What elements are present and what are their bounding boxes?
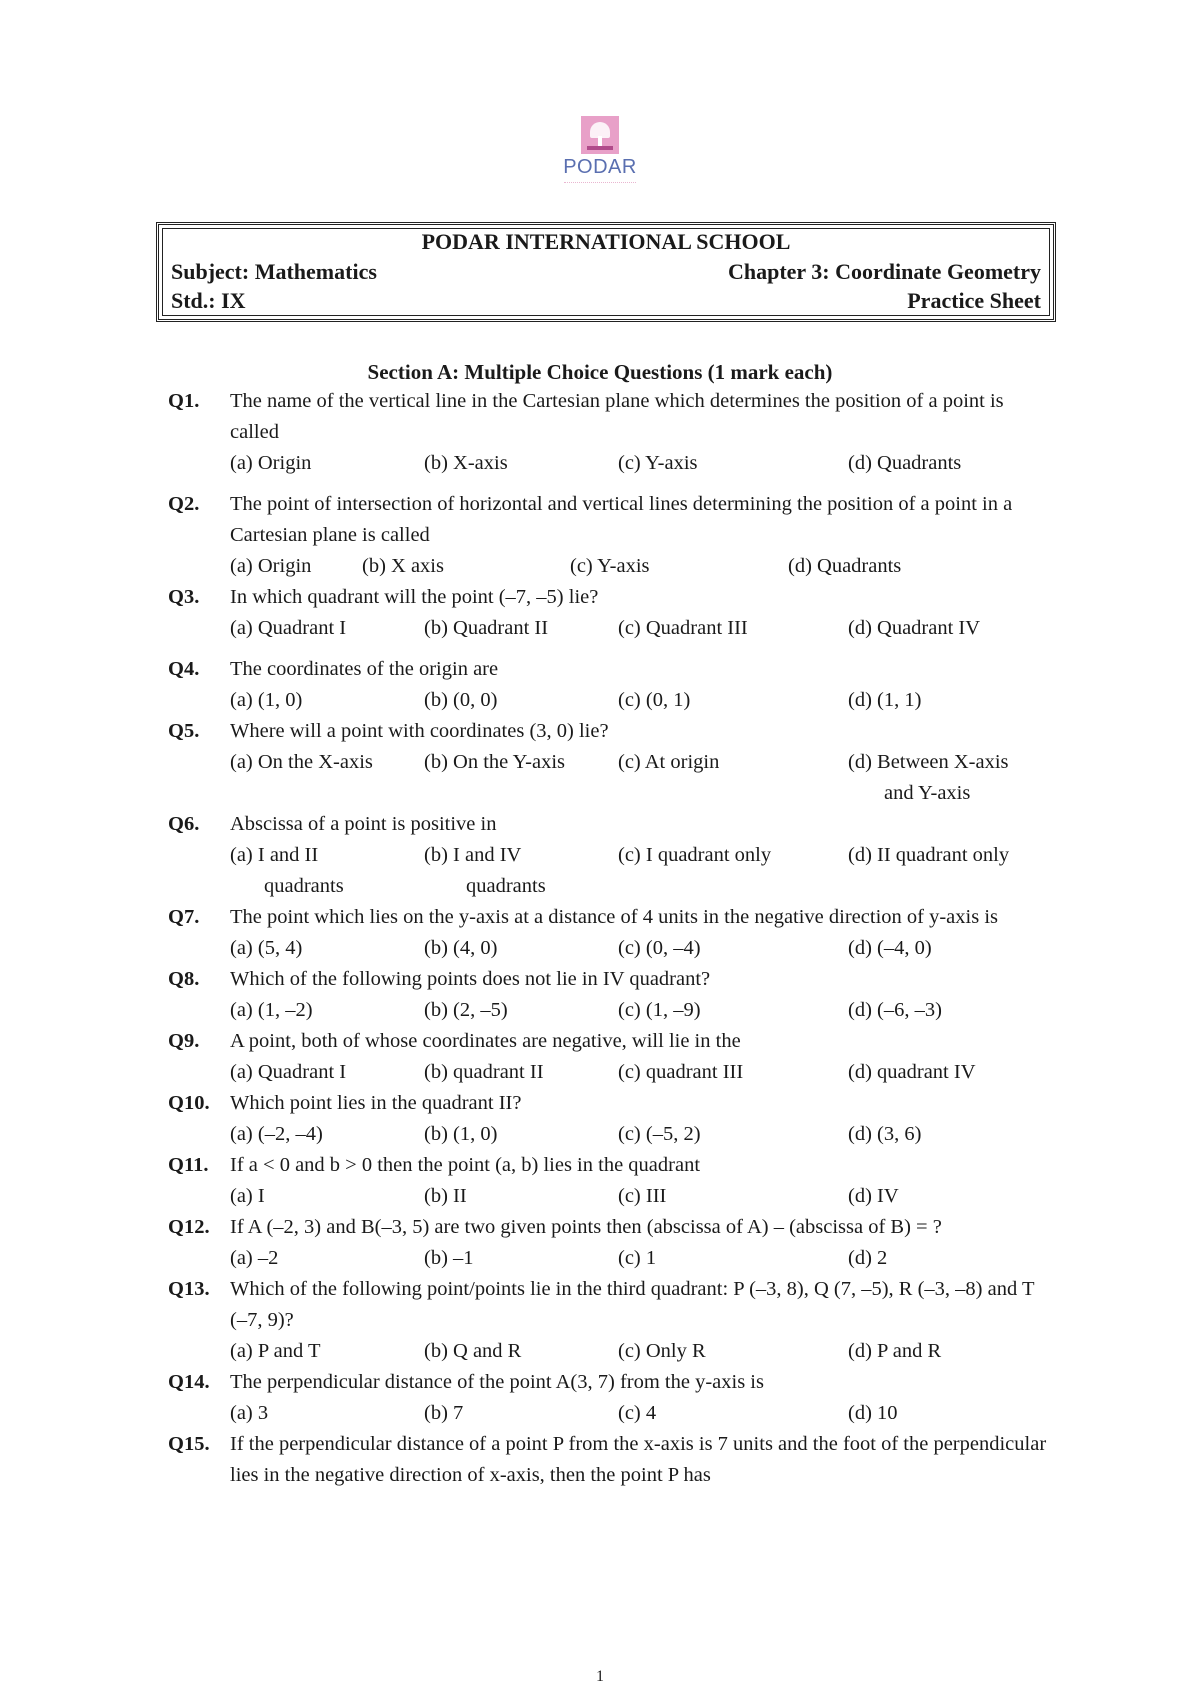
question bbox=[168, 902, 1048, 964]
option: (b) Q and R bbox=[424, 1340, 522, 1362]
option: (b) 7 bbox=[424, 1402, 464, 1424]
option-continuation: quadrants bbox=[264, 875, 344, 897]
chapter-label: Chapter 3: Coordinate Geometry bbox=[727, 259, 1041, 284]
question-text: A point, both of whose coordinates are negative, will lie in the bbox=[230, 1030, 741, 1052]
question-text: The point which lies on the y-axis at a distance of 4 units in the negative direction of y-axis is bbox=[230, 906, 998, 928]
option: (a) Quadrant I bbox=[230, 617, 347, 639]
option: (c) (0, –4) bbox=[618, 937, 701, 959]
options-row bbox=[230, 1336, 1048, 1367]
option: (c) At origin bbox=[618, 751, 720, 773]
option: (c) 1 bbox=[618, 1247, 657, 1269]
question-number: Q8. bbox=[168, 968, 200, 990]
option: (a) P and T bbox=[230, 1340, 321, 1362]
option: (d) (–4, 0) bbox=[848, 937, 932, 959]
option: (b) quadrant II bbox=[424, 1061, 544, 1083]
question-number: Q14. bbox=[168, 1371, 210, 1393]
question bbox=[168, 809, 1048, 902]
question-number: Q9. bbox=[168, 1030, 200, 1052]
question-number: Q3. bbox=[168, 586, 200, 608]
question-number: Q5. bbox=[168, 720, 200, 742]
option: (a) –2 bbox=[230, 1247, 279, 1269]
option: (b) X axis bbox=[362, 555, 444, 577]
question-number: Q1. bbox=[168, 390, 200, 412]
question bbox=[168, 964, 1048, 1026]
option: (d) Quadrant IV bbox=[848, 617, 981, 639]
options-row bbox=[230, 933, 1048, 964]
option: (c) 4 bbox=[618, 1402, 657, 1424]
question bbox=[168, 1150, 1048, 1212]
option: (b) X-axis bbox=[424, 452, 508, 474]
option: (c) III bbox=[618, 1185, 667, 1207]
question bbox=[168, 1026, 1048, 1088]
option: (d) P and R bbox=[848, 1340, 942, 1362]
school-name: PODAR INTERNATIONAL SCHOOL bbox=[421, 229, 791, 254]
options-row bbox=[230, 1243, 1048, 1274]
option: (c) Only R bbox=[618, 1340, 706, 1362]
question-text: If the perpendicular distance of a point P from the x-axis is 7 units and the foot of the perpendicular lies in the negative direction of x-axis, then the point P has bbox=[230, 1433, 1047, 1486]
question-text: Which point lies in the quadrant II? bbox=[230, 1092, 522, 1114]
question-text: Which of the following points does not lie in IV quadrant? bbox=[230, 968, 711, 990]
option: (a) On the X-axis bbox=[230, 751, 373, 773]
question-number: Q15. bbox=[168, 1433, 210, 1455]
option: (a) Quadrant I bbox=[230, 1061, 347, 1083]
logo-tagline-rule bbox=[564, 182, 636, 187]
option: (d) Quadrants bbox=[788, 555, 902, 577]
question-number: Q13. bbox=[168, 1278, 210, 1300]
option: (d) 2 bbox=[848, 1247, 888, 1269]
option: (d) II quadrant only bbox=[848, 844, 1010, 866]
school-logo bbox=[560, 116, 640, 187]
question-text: If a < 0 and b > 0 then the point (a, b) lies in the quadrant bbox=[230, 1154, 701, 1176]
standard-label: Std.: IX bbox=[171, 288, 246, 313]
options-row bbox=[230, 448, 1048, 479]
options-row bbox=[230, 747, 1048, 809]
question-number: Q4. bbox=[168, 658, 200, 680]
options-row bbox=[230, 1398, 1048, 1429]
option: (c) (–5, 2) bbox=[618, 1123, 701, 1145]
option: (d) (–6, –3) bbox=[848, 999, 942, 1021]
option: (b) On the Y-axis bbox=[424, 751, 565, 773]
option-continuation: quadrants bbox=[466, 875, 546, 897]
options-row bbox=[230, 613, 1048, 644]
option: (c) quadrant III bbox=[618, 1061, 744, 1083]
option: (a) Origin bbox=[230, 452, 312, 474]
option: (a) 3 bbox=[230, 1402, 269, 1424]
option: (a) (1, 0) bbox=[230, 689, 303, 711]
option: (a) I and II bbox=[230, 844, 319, 866]
question bbox=[168, 1367, 1048, 1429]
options-row bbox=[230, 1119, 1048, 1150]
option: (c) Y-axis bbox=[618, 452, 698, 474]
option: (d) (3, 6) bbox=[848, 1123, 922, 1145]
option: (b) (2, –5) bbox=[424, 999, 508, 1021]
question-text: The point of intersection of horizontal and vertical lines determining the position of a point in a Cartesian plane is called bbox=[230, 493, 1013, 546]
question bbox=[168, 489, 1048, 582]
question-number: Q12. bbox=[168, 1216, 210, 1238]
question-list bbox=[168, 386, 1048, 1491]
option: (b) (1, 0) bbox=[424, 1123, 498, 1145]
question-text: The coordinates of the origin are bbox=[230, 658, 499, 680]
option: (c) (1, –9) bbox=[618, 999, 701, 1021]
question bbox=[168, 1274, 1048, 1367]
option: (b) II bbox=[424, 1185, 467, 1207]
question bbox=[168, 1429, 1048, 1491]
question-text: In which quadrant will the point (–7, –5) lie? bbox=[230, 586, 599, 608]
logo-wordmark: PODAR bbox=[563, 156, 637, 178]
page-number: 1 bbox=[596, 1668, 604, 1685]
question-number: Q2. bbox=[168, 493, 200, 515]
sheet-label: Practice Sheet bbox=[907, 288, 1041, 313]
option: (a) (1, –2) bbox=[230, 999, 313, 1021]
option: (c) Quadrant III bbox=[618, 617, 748, 639]
options-row bbox=[230, 995, 1048, 1026]
option: (a) Origin bbox=[230, 555, 312, 577]
options-row bbox=[230, 1057, 1048, 1088]
option: (b) I and IV bbox=[424, 844, 522, 866]
question bbox=[168, 716, 1048, 809]
option: (a) (–2, –4) bbox=[230, 1123, 323, 1145]
option: (d) 10 bbox=[848, 1402, 898, 1424]
option-continuation: and Y-axis bbox=[884, 782, 971, 804]
option: (d) (1, 1) bbox=[848, 689, 922, 711]
question-number: Q10. bbox=[168, 1092, 210, 1114]
question-number: Q7. bbox=[168, 906, 200, 928]
option: (c) Y-axis bbox=[570, 555, 650, 577]
question-text: The name of the vertical line in the Cartesian plane which determines the position of a point is called bbox=[230, 390, 1004, 443]
header-box bbox=[156, 222, 1056, 322]
question bbox=[168, 582, 1048, 644]
option: (c) I quadrant only bbox=[618, 844, 772, 866]
question-number: Q11. bbox=[168, 1154, 209, 1176]
option: (b) (4, 0) bbox=[424, 937, 498, 959]
option: (b) (0, 0) bbox=[424, 689, 498, 711]
question-text: The perpendicular distance of the point A(3, 7) from the y-axis is bbox=[230, 1371, 764, 1393]
option: (a) I bbox=[230, 1185, 265, 1207]
option: (d) quadrant IV bbox=[848, 1061, 976, 1083]
question bbox=[168, 654, 1048, 716]
question-text: If A (–2, 3) and B(–3, 5) are two given points then (abscissa of A) – (abscissa of B) = ? bbox=[230, 1216, 942, 1238]
option: (c) (0, 1) bbox=[618, 689, 691, 711]
question-number: Q6. bbox=[168, 813, 200, 835]
options-row bbox=[230, 840, 1048, 902]
option: (d) Quadrants bbox=[848, 452, 962, 474]
question-text: Which of the following point/points lie in the third quadrant: P (–3, 8), Q (7, –5), R (–3, –8) and T (–7, 9)? bbox=[230, 1278, 1035, 1331]
option: (d) Between X-axis bbox=[848, 751, 1009, 773]
option: (a) (5, 4) bbox=[230, 937, 303, 959]
question-text: Where will a point with coordinates (3, 0) lie? bbox=[230, 720, 609, 742]
question bbox=[168, 1088, 1048, 1150]
option: (b) –1 bbox=[424, 1247, 474, 1269]
tree-emblem-icon bbox=[581, 116, 619, 154]
option: (b) Quadrant II bbox=[424, 617, 549, 639]
options-row bbox=[230, 1181, 1048, 1212]
question-text: Abscissa of a point is positive in bbox=[230, 813, 497, 835]
option: (d) IV bbox=[848, 1185, 899, 1207]
question bbox=[168, 1212, 1048, 1274]
options-row bbox=[230, 551, 1048, 582]
section-title: Section A: Multiple Choice Questions (1 mark each) bbox=[367, 360, 833, 384]
subject-label: Subject: Mathematics bbox=[171, 259, 377, 284]
options-row bbox=[230, 685, 1048, 716]
question bbox=[168, 386, 1048, 479]
